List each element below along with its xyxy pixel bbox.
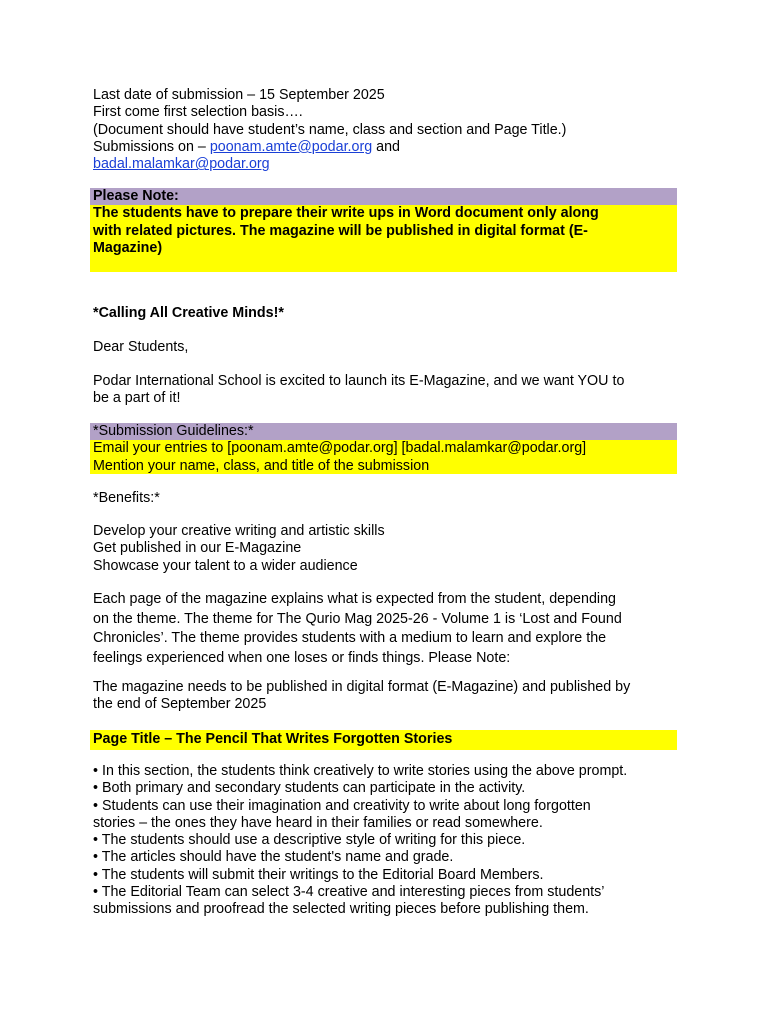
guidelines-line: Email your entries to [poonam.amte@podar.org] [badal.malamkar@podar.org] bbox=[93, 440, 587, 457]
instructions-list bbox=[93, 763, 677, 919]
deadline-text: Last date of submission – 15 September 2025 bbox=[93, 87, 385, 103]
list-item: • The Editorial Team can select 3-4 creative and interesting pieces from students’ bbox=[93, 884, 605, 901]
please-note-box bbox=[93, 188, 677, 257]
submissions-prefix: Submissions on – bbox=[93, 138, 210, 155]
publish-line: The magazine needs to be published in digital format (E-Magazine) and published by bbox=[93, 679, 631, 695]
intro-line: be a part of it! bbox=[93, 390, 181, 407]
document-requirements-text: (Document should have student’s name, class and section and Page Title.) bbox=[93, 121, 567, 138]
submission-guidelines bbox=[93, 423, 677, 475]
submissions-line bbox=[93, 139, 677, 156]
theme-line: feelings experienced when one loses or finds things. Please Note: bbox=[93, 649, 511, 666]
intro-paragraph bbox=[93, 373, 677, 408]
list-item: • The articles should have the student's name and grade. bbox=[93, 849, 454, 866]
list-item: stories – the ones they have heard in their families or read somewhere. bbox=[93, 814, 543, 831]
email-link-badal[interactable]: badal.malamkar@podar.org bbox=[93, 156, 270, 173]
note-line: The students have to prepare their write ups in Word document only along bbox=[93, 205, 599, 222]
theme-paragraph bbox=[93, 590, 677, 668]
note-line: Magazine) bbox=[93, 239, 163, 256]
benefits-list bbox=[93, 523, 677, 575]
theme-line: Each page of the magazine explains what is expected from the student, depending bbox=[93, 591, 616, 607]
benefit-item: Showcase your talent to a wider audience bbox=[93, 557, 358, 574]
publish-line: the end of September 2025 bbox=[93, 696, 267, 713]
guidelines-line: Mention your name, class, and title of the submission bbox=[93, 457, 430, 474]
please-note-heading: Please Note: bbox=[93, 188, 179, 204]
theme-line: Chronicles’. The theme provides students with a medium to learn and explore the bbox=[93, 630, 607, 646]
benefit-item: Develop your creative writing and artistic skills bbox=[93, 523, 385, 539]
theme-line: on the theme. The theme for The Qurio Mag 2025-26 - Volume 1 is ‘Lost and Found bbox=[93, 610, 622, 627]
guidelines-heading: *Submission Guidelines:* bbox=[93, 423, 254, 439]
list-item: • The students will submit their writings to the Editorial Board Members. bbox=[93, 866, 544, 883]
submission-info bbox=[93, 87, 677, 173]
greeting-text: Dear Students, bbox=[93, 339, 189, 355]
list-item: • The students should use a descriptive style of writing for this piece. bbox=[93, 832, 526, 849]
list-item: • Students can use their imagination and creativity to write about long forgotten bbox=[93, 797, 591, 814]
intro-line: Podar International School is excited to launch its E-Magazine, and we want YOU to bbox=[93, 373, 625, 389]
email-link-poonam[interactable]: poonam.amte@podar.org bbox=[209, 138, 373, 155]
page-title: Page Title – The Pencil That Writes Forgotten Stories bbox=[93, 731, 453, 747]
publish-paragraph bbox=[93, 679, 677, 714]
list-item: • Both primary and secondary students can participate in the activity. bbox=[93, 780, 526, 797]
note-line: with related pictures. The magazine will be published in digital format (E- bbox=[93, 222, 588, 239]
calling-heading: *Calling All Creative Minds!* bbox=[93, 305, 284, 321]
and-text: and bbox=[372, 138, 401, 155]
list-item: submissions and proofread the selected writing pieces before publishing them. bbox=[93, 901, 589, 918]
list-item: • In this section, the students think creatively to write stories using the above prompt. bbox=[93, 763, 628, 779]
selection-basis-text: First come first selection basis…. bbox=[93, 104, 303, 121]
benefits-heading: *Benefits:* bbox=[93, 490, 160, 506]
benefit-item: Get published in our E-Magazine bbox=[93, 540, 302, 557]
